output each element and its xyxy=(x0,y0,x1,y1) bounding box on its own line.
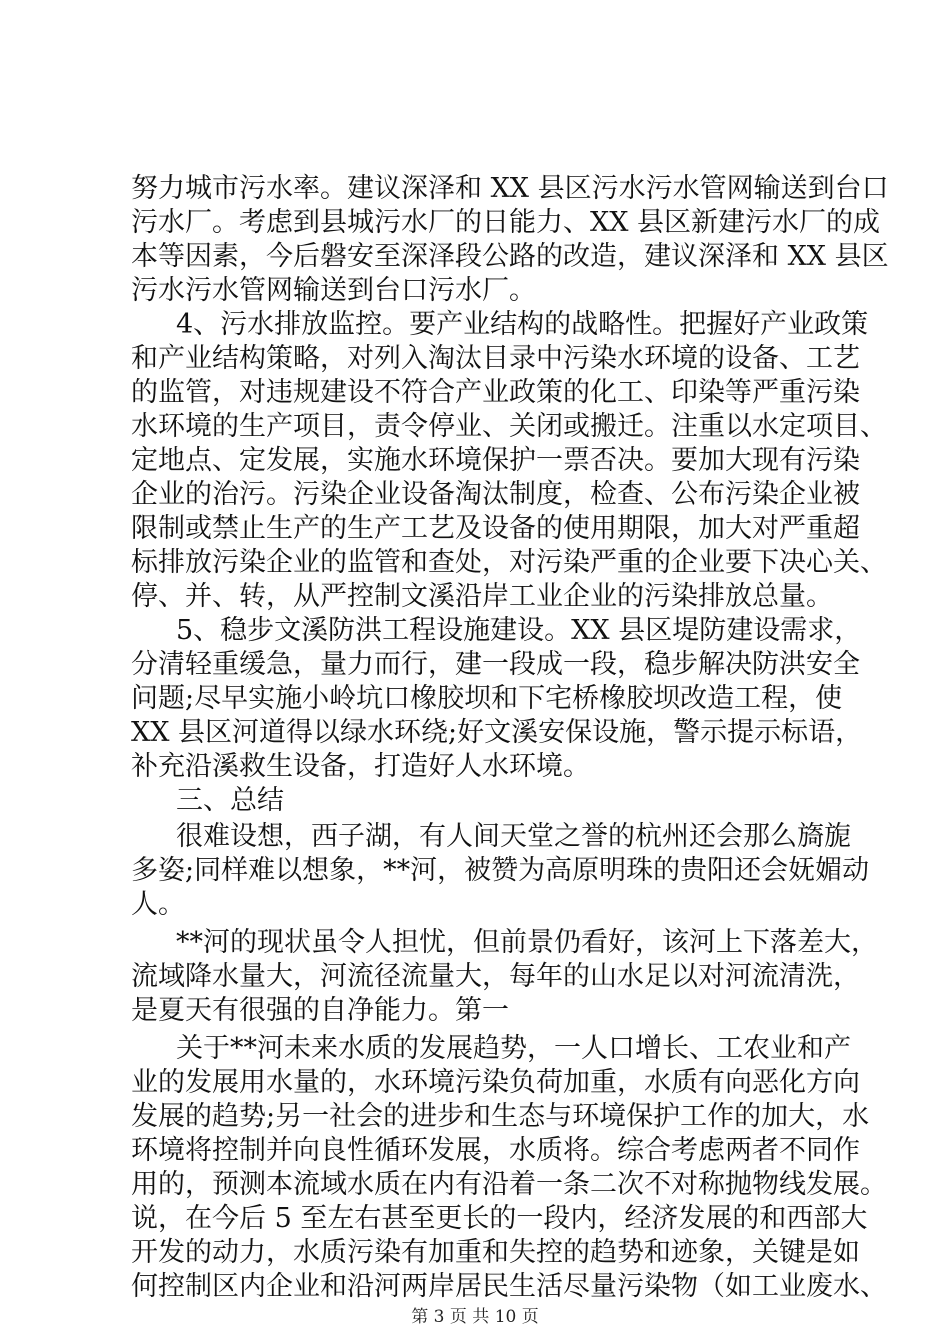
text-line: 污水厂。考虑到县城污水厂的日能力、XX 县区新建污水厂的成 xyxy=(131,207,881,238)
text-line: 流域降水量大，河流径流量大，每年的山水足以对河流清洗， xyxy=(131,961,860,992)
text-line: 用的，预测本流域水质在内有沿着一条二次不对称抛物线发展。 xyxy=(131,1169,887,1200)
text-line: 何控制区内企业和沿河两岸居民生活尽量污染物（如工业废水、 xyxy=(131,1271,887,1302)
text-line: 停、并、转，从严控制文溪沿岸工业企业的污染排放总量。 xyxy=(131,581,833,612)
text-line: 人。 xyxy=(131,889,185,920)
text-line: 多姿;同样难以想象，**河，被赞为高原明珠的贵阳还会妩媚动 xyxy=(131,855,870,886)
text-line: 说，在今后 5 至左右甚至更长的一段内，经济发展的和西部大 xyxy=(131,1203,868,1234)
paragraph-start-line: **河的现状虽令人担忧，但前景仍看好，该河上下落差大， xyxy=(176,927,878,958)
text-line: 标排放污染企业的监管和查处，对污染严重的企业要下决心关、 xyxy=(131,547,887,578)
page-number-footer: 第 3 页 共 10 页 xyxy=(411,1307,539,1327)
text-line: 努力城市污水率。建议深泽和 XX 县区污水污水管网输送到台口 xyxy=(131,173,889,204)
text-line: 分清轻重缓急，量力而行，建一段成一段，稳步解决防洪安全 xyxy=(131,649,860,680)
text-line: 和产业结构策略，对列入淘汰目录中污染水环境的设备、工艺 xyxy=(131,343,860,374)
section-heading: 三、总结 xyxy=(176,785,284,816)
paragraph-start-line: 5、稳步文溪防洪工程设施建设。XX 县区堤防建设需求， xyxy=(176,615,862,646)
text-line: 污水污水管网输送到台口污水厂。 xyxy=(131,275,536,306)
paragraph-start-line: 关于**河未来水质的发展趋势，一人口增长、工农业和产 xyxy=(176,1033,851,1064)
text-line: 定地点、定发展，实施水环境保护一票否决。要加大现有污染 xyxy=(131,445,860,476)
text-line: 补充沿溪救生设备，打造好人水环境。 xyxy=(131,751,590,782)
text-line: 是夏天有很强的自净能力。第一 xyxy=(131,995,509,1026)
paragraph-start-line: 4、污水排放监控。要产业结构的战略性。把握好产业政策 xyxy=(176,309,869,340)
text-line: 环境将控制并向良性循环发展，水质将。综合考虑两者不同作 xyxy=(131,1135,860,1166)
text-line: 本等因素，今后磐安至深泽段公路的改造，建议深泽和 XX 县区 xyxy=(131,241,889,272)
text-line: 开发的动力，水质污染有加重和失控的趋势和迹象，关键是如 xyxy=(131,1237,860,1268)
text-line: 水环境的生产项目，责令停业、关闭或搬迁。注重以水定项目、 xyxy=(131,411,887,442)
text-line: 的监管，对违规建设不符合产业政策的化工、印染等严重污染 xyxy=(131,377,860,408)
text-line: 企业的治污。污染企业设备淘汰制度，检查、公布污染企业被 xyxy=(131,479,860,510)
text-line: 发展的趋势;另一社会的进步和生态与环境保护工作的加大，水 xyxy=(131,1101,870,1132)
paragraph-start-line: 很难设想，西子湖，有人间天堂之誉的杭州还会那么旖旎 xyxy=(176,821,851,852)
text-line: 业的发展用水量的，水环境污染负荷加重，水质有向恶化方向 xyxy=(131,1067,860,1098)
text-line: 限制或禁止生产的生产工艺及设备的使用期限，加大对严重超 xyxy=(131,513,860,544)
text-line: XX 县区河道得以绿水环绕;好文溪安保设施，警示提示标语， xyxy=(131,717,863,748)
text-line: 问题;尽早实施小岭坑口橡胶坝和下宅桥橡胶坝改造工程，使 xyxy=(131,683,843,714)
